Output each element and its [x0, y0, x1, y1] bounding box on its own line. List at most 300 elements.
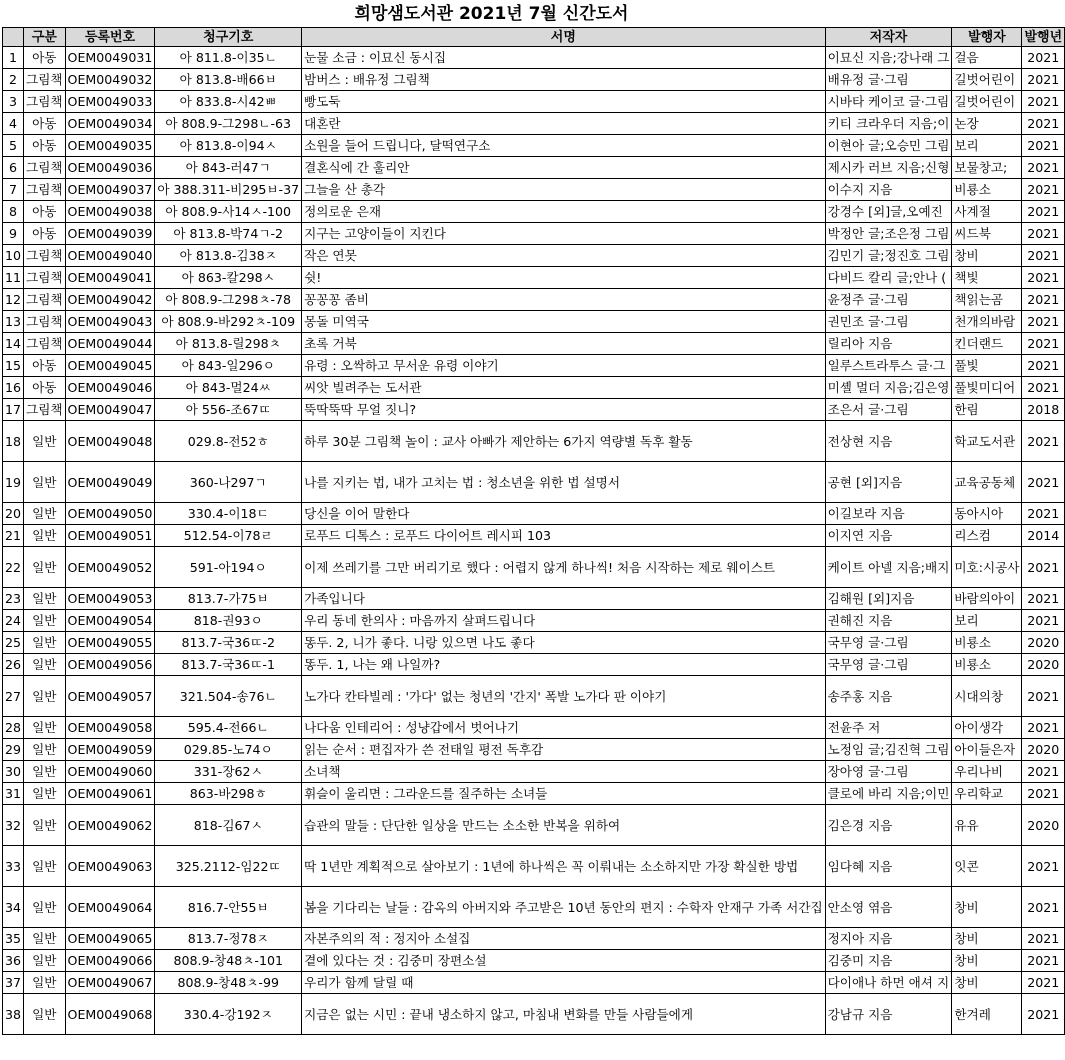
cell-category[interactable]: 그림책 [24, 69, 66, 91]
cell-author[interactable]: 김은경 지음 [825, 805, 952, 846]
cell-registration-number[interactable]: OEM0049041 [65, 267, 155, 289]
cell-category[interactable]: 아동 [24, 201, 66, 223]
cell-title[interactable]: 쉿! [302, 267, 826, 289]
cell-no[interactable]: 22 [3, 547, 24, 588]
cell-no[interactable]: 36 [3, 950, 24, 972]
cell-author[interactable]: 공현 [외]지음 [825, 462, 952, 503]
header-author[interactable]: 저작자 [825, 28, 952, 47]
cell-publisher[interactable]: 한겨레 [952, 994, 1022, 1035]
header-year[interactable]: 발행년 [1022, 28, 1065, 47]
cell-title[interactable]: 자본주의의 적 : 정지아 소설집 [302, 928, 826, 950]
cell-year[interactable]: 2021 [1022, 47, 1065, 69]
cell-no[interactable]: 13 [3, 311, 24, 333]
cell-call-number[interactable]: 330.4-강192ㅈ [155, 994, 302, 1035]
cell-author[interactable]: 전상현 지음 [825, 421, 952, 462]
cell-publisher[interactable]: 풀빛 [952, 355, 1022, 377]
cell-category[interactable]: 아동 [24, 377, 66, 399]
cell-publisher[interactable]: 학교도서관 [952, 421, 1022, 462]
cell-registration-number[interactable]: OEM0049035 [65, 135, 155, 157]
header-category[interactable]: 구분 [24, 28, 66, 47]
cell-title[interactable]: 초록 거북 [302, 333, 826, 355]
cell-year[interactable]: 2021 [1022, 113, 1065, 135]
cell-year[interactable]: 2021 [1022, 179, 1065, 201]
cell-year[interactable]: 2018 [1022, 399, 1065, 421]
cell-registration-number[interactable]: OEM0049040 [65, 245, 155, 267]
cell-no[interactable]: 32 [3, 805, 24, 846]
cell-year[interactable]: 2021 [1022, 355, 1065, 377]
cell-author[interactable]: 국무영 글·그림 [825, 632, 952, 654]
cell-category[interactable]: 일반 [24, 972, 66, 994]
cell-call-number[interactable]: 029.85-노74ㅇ [155, 739, 302, 761]
cell-publisher[interactable]: 책빛 [952, 267, 1022, 289]
cell-year[interactable]: 2021 [1022, 311, 1065, 333]
cell-author[interactable]: 박정안 글;조은정 그림 [825, 223, 952, 245]
cell-author[interactable]: 이지연 지음 [825, 525, 952, 547]
cell-no[interactable]: 34 [3, 887, 24, 928]
cell-author[interactable]: 임다혜 지음 [825, 846, 952, 887]
cell-registration-number[interactable]: OEM0049053 [65, 588, 155, 610]
cell-registration-number[interactable]: OEM0049031 [65, 47, 155, 69]
cell-title[interactable]: 똥두. 2, 니가 좋다. 니랑 있으면 나도 좋다 [302, 632, 826, 654]
cell-registration-number[interactable]: OEM0049068 [65, 994, 155, 1035]
cell-author[interactable]: 일루스트라투스 글·그 [825, 355, 952, 377]
cell-category[interactable]: 일반 [24, 676, 66, 717]
cell-call-number[interactable]: 325.2112-임22ㄸ [155, 846, 302, 887]
cell-title[interactable]: 밤버스 : 배유정 그림책 [302, 69, 826, 91]
cell-call-number[interactable]: 아 843-멀24ㅆ [155, 377, 302, 399]
cell-author[interactable]: 김민기 글;정진호 그림 [825, 245, 952, 267]
cell-year[interactable]: 2021 [1022, 267, 1065, 289]
cell-year[interactable]: 2021 [1022, 462, 1065, 503]
cell-call-number[interactable]: 818-권93ㅇ [155, 610, 302, 632]
cell-title[interactable]: 우리 동네 한의사 : 마음까지 살펴드립니다 [302, 610, 826, 632]
cell-no[interactable]: 17 [3, 399, 24, 421]
cell-title[interactable]: 유령 : 오싹하고 무서운 유령 이야기 [302, 355, 826, 377]
cell-author[interactable]: 국무영 글·그림 [825, 654, 952, 676]
cell-publisher[interactable]: 비룡소 [952, 632, 1022, 654]
cell-call-number[interactable]: 아 813.8-릴298ㅊ [155, 333, 302, 355]
cell-author[interactable]: 클로에 바리 지음;이민 [825, 783, 952, 805]
cell-call-number[interactable]: 아 388.311-비295ㅂ-37 [155, 179, 302, 201]
cell-call-number[interactable]: 808.9-창48ㅊ-101 [155, 950, 302, 972]
cell-category[interactable]: 일반 [24, 717, 66, 739]
cell-title[interactable]: 이제 쓰레기를 그만 버리기로 했다 : 어렵지 않게 하나씩! 처음 시작하는 제로 웨이스트 [302, 547, 826, 588]
cell-author[interactable]: 제시카 러브 지음;신형 [825, 157, 952, 179]
cell-category[interactable]: 일반 [24, 462, 66, 503]
cell-category[interactable]: 그림책 [24, 245, 66, 267]
cell-author[interactable]: 장아영 글·그림 [825, 761, 952, 783]
cell-registration-number[interactable]: OEM0049057 [65, 676, 155, 717]
cell-call-number[interactable]: 아 808.9-바292ㅊ-109 [155, 311, 302, 333]
cell-title[interactable]: 가족입니다 [302, 588, 826, 610]
cell-no[interactable]: 2 [3, 69, 24, 91]
cell-registration-number[interactable]: OEM0049039 [65, 223, 155, 245]
header-no[interactable] [3, 28, 24, 47]
cell-year[interactable]: 2020 [1022, 654, 1065, 676]
cell-year[interactable]: 2021 [1022, 846, 1065, 887]
cell-no[interactable]: 31 [3, 783, 24, 805]
cell-no[interactable]: 6 [3, 157, 24, 179]
cell-call-number[interactable]: 029.8-전52ㅎ [155, 421, 302, 462]
cell-category[interactable]: 일반 [24, 632, 66, 654]
cell-publisher[interactable]: 동아시아 [952, 503, 1022, 525]
cell-author[interactable]: 김해원 [외]지음 [825, 588, 952, 610]
cell-author[interactable]: 이길보라 지음 [825, 503, 952, 525]
cell-registration-number[interactable]: OEM0049047 [65, 399, 155, 421]
cell-category[interactable]: 아동 [24, 355, 66, 377]
cell-call-number[interactable]: 813.7-국36ㄸ-2 [155, 632, 302, 654]
cell-publisher[interactable]: 바람의아이 [952, 588, 1022, 610]
cell-year[interactable]: 2014 [1022, 525, 1065, 547]
cell-call-number[interactable]: 863-바298ㅎ [155, 783, 302, 805]
cell-publisher[interactable]: 길벗어린이 [952, 69, 1022, 91]
cell-author[interactable]: 배유정 글·그림 [825, 69, 952, 91]
cell-publisher[interactable]: 비룡소 [952, 179, 1022, 201]
cell-year[interactable]: 2021 [1022, 761, 1065, 783]
cell-author[interactable]: 권해진 지음 [825, 610, 952, 632]
cell-publisher[interactable]: 보리 [952, 610, 1022, 632]
cell-title[interactable]: 빵도둑 [302, 91, 826, 113]
cell-author[interactable]: 이현아 글;오승민 그림 [825, 135, 952, 157]
cell-category[interactable]: 일반 [24, 783, 66, 805]
cell-title[interactable]: 대혼란 [302, 113, 826, 135]
cell-no[interactable]: 30 [3, 761, 24, 783]
cell-publisher[interactable]: 리스컴 [952, 525, 1022, 547]
cell-registration-number[interactable]: OEM0049042 [65, 289, 155, 311]
cell-no[interactable]: 29 [3, 739, 24, 761]
cell-no[interactable]: 37 [3, 972, 24, 994]
cell-call-number[interactable]: 808.9-창48ㅊ-99 [155, 972, 302, 994]
cell-registration-number[interactable]: OEM0049052 [65, 547, 155, 588]
cell-call-number[interactable]: 아 843-러47ㄱ [155, 157, 302, 179]
cell-category[interactable]: 그림책 [24, 179, 66, 201]
cell-category[interactable]: 일반 [24, 928, 66, 950]
cell-call-number[interactable]: 818-김67ㅅ [155, 805, 302, 846]
cell-title[interactable]: 하루 30분 그림책 놀이 : 교사 아빠가 제안하는 6가지 역량별 독후 활동 [302, 421, 826, 462]
cell-publisher[interactable]: 우리학교 [952, 783, 1022, 805]
cell-title[interactable]: 봄을 기다리는 날들 : 감옥의 아버지와 주고받은 10년 동안의 편지 : 수학자 안재구 가족 서간집 [302, 887, 826, 928]
cell-title[interactable]: 뚝딱뚝딱 무얼 짓니? [302, 399, 826, 421]
cell-publisher[interactable]: 시대의창 [952, 676, 1022, 717]
cell-registration-number[interactable]: OEM0049061 [65, 783, 155, 805]
cell-year[interactable]: 2021 [1022, 69, 1065, 91]
cell-registration-number[interactable]: OEM0049067 [65, 972, 155, 994]
cell-registration-number[interactable]: OEM0049058 [65, 717, 155, 739]
header-registration-number[interactable]: 등록번호 [65, 28, 155, 47]
cell-publisher[interactable]: 창비 [952, 950, 1022, 972]
cell-call-number[interactable]: 813.7-가75ㅂ [155, 588, 302, 610]
cell-call-number[interactable]: 아 808.9-사14ㅅ-100 [155, 201, 302, 223]
cell-publisher[interactable]: 킨더랜드 [952, 333, 1022, 355]
cell-author[interactable]: 미셸 멀더 지음;김은영 [825, 377, 952, 399]
cell-category[interactable]: 일반 [24, 525, 66, 547]
cell-category[interactable]: 그림책 [24, 289, 66, 311]
cell-registration-number[interactable]: OEM0049055 [65, 632, 155, 654]
cell-author[interactable]: 김중미 지음 [825, 950, 952, 972]
cell-call-number[interactable]: 816.7-안55ㅂ [155, 887, 302, 928]
cell-publisher[interactable]: 미호:시공사 [952, 547, 1022, 588]
cell-category[interactable]: 그림책 [24, 311, 66, 333]
cell-title[interactable]: 소원을 들어 드립니다, 달떡연구소 [302, 135, 826, 157]
cell-no[interactable]: 27 [3, 676, 24, 717]
cell-no[interactable]: 33 [3, 846, 24, 887]
cell-registration-number[interactable]: OEM0049045 [65, 355, 155, 377]
cell-no[interactable]: 28 [3, 717, 24, 739]
cell-call-number[interactable]: 아 556-조67ㄸ [155, 399, 302, 421]
cell-registration-number[interactable]: OEM0049066 [65, 950, 155, 972]
cell-call-number[interactable]: 아 808.9-그298ㄴ-63 [155, 113, 302, 135]
cell-no[interactable]: 25 [3, 632, 24, 654]
cell-author[interactable]: 정지아 지음 [825, 928, 952, 950]
cell-registration-number[interactable]: OEM0049049 [65, 462, 155, 503]
cell-author[interactable]: 조은서 글·그림 [825, 399, 952, 421]
cell-title[interactable]: 지구는 고양이들이 지킨다 [302, 223, 826, 245]
cell-publisher[interactable]: 아이생각 [952, 717, 1022, 739]
cell-no[interactable]: 18 [3, 421, 24, 462]
cell-publisher[interactable]: 교육공동체 [952, 462, 1022, 503]
cell-author[interactable]: 키티 크라우더 지음;이 [825, 113, 952, 135]
cell-title[interactable]: 읽는 순서 : 편집자가 쓴 전태일 평전 독후감 [302, 739, 826, 761]
cell-call-number[interactable]: 330.4-이18ㄷ [155, 503, 302, 525]
cell-call-number[interactable]: 아 813.8-이94ㅅ [155, 135, 302, 157]
cell-registration-number[interactable]: OEM0049051 [65, 525, 155, 547]
cell-title[interactable]: 우리가 함께 달릴 때 [302, 972, 826, 994]
cell-call-number[interactable]: 아 863-칼298ㅅ [155, 267, 302, 289]
cell-publisher[interactable]: 아이들은자 [952, 739, 1022, 761]
cell-category[interactable]: 그림책 [24, 399, 66, 421]
cell-publisher[interactable]: 천개의바람 [952, 311, 1022, 333]
cell-title[interactable]: 작은 연못 [302, 245, 826, 267]
cell-registration-number[interactable]: OEM0049064 [65, 887, 155, 928]
cell-publisher[interactable]: 창비 [952, 928, 1022, 950]
cell-title[interactable]: 결혼식에 간 훌리안 [302, 157, 826, 179]
cell-registration-number[interactable]: OEM0049062 [65, 805, 155, 846]
cell-year[interactable]: 2021 [1022, 783, 1065, 805]
cell-category[interactable]: 아동 [24, 223, 66, 245]
cell-title[interactable]: 노가다 칸타빌레 : '가다' 없는 청년의 '간지' 폭발 노가다 판 이야기 [302, 676, 826, 717]
cell-title[interactable]: 습관의 말들 : 단단한 일상을 만드는 소소한 반복을 위하여 [302, 805, 826, 846]
cell-publisher[interactable]: 비룡소 [952, 654, 1022, 676]
cell-registration-number[interactable]: OEM0049059 [65, 739, 155, 761]
cell-registration-number[interactable]: OEM0049048 [65, 421, 155, 462]
cell-author[interactable]: 다비드 칼리 글;안나 ( [825, 267, 952, 289]
cell-category[interactable]: 아동 [24, 113, 66, 135]
cell-year[interactable]: 2021 [1022, 717, 1065, 739]
cell-publisher[interactable]: 보리 [952, 135, 1022, 157]
cell-no[interactable]: 26 [3, 654, 24, 676]
cell-year[interactable]: 2021 [1022, 201, 1065, 223]
cell-call-number[interactable]: 813.7-정78ㅈ [155, 928, 302, 950]
cell-author[interactable]: 노정임 글;김진혁 그림 [825, 739, 952, 761]
cell-title[interactable]: 정의로운 은재 [302, 201, 826, 223]
cell-author[interactable]: 안소영 엮음 [825, 887, 952, 928]
cell-year[interactable]: 2021 [1022, 928, 1065, 950]
cell-year[interactable]: 2021 [1022, 377, 1065, 399]
cell-registration-number[interactable]: OEM0049033 [65, 91, 155, 113]
cell-title[interactable]: 소녀책 [302, 761, 826, 783]
cell-publisher[interactable]: 창비 [952, 972, 1022, 994]
cell-author[interactable]: 강경수 [외]글,오예진 [825, 201, 952, 223]
cell-author[interactable]: 케이트 아넬 지음;배지 [825, 547, 952, 588]
cell-author[interactable]: 다이애나 하먼 애셔 지 [825, 972, 952, 994]
header-publisher[interactable]: 발행자 [952, 28, 1022, 47]
cell-author[interactable]: 시바타 케이코 글·그림 [825, 91, 952, 113]
cell-year[interactable]: 2021 [1022, 503, 1065, 525]
cell-year[interactable]: 2021 [1022, 610, 1065, 632]
cell-year[interactable]: 2021 [1022, 950, 1065, 972]
cell-title[interactable]: 당신을 이어 말한다 [302, 503, 826, 525]
cell-category[interactable]: 일반 [24, 846, 66, 887]
cell-call-number[interactable]: 813.7-국36ㄸ-1 [155, 654, 302, 676]
cell-author[interactable]: 전윤주 저 [825, 717, 952, 739]
cell-category[interactable]: 일반 [24, 421, 66, 462]
cell-category[interactable]: 그림책 [24, 333, 66, 355]
cell-year[interactable]: 2021 [1022, 135, 1065, 157]
cell-author[interactable]: 릴리아 지음 [825, 333, 952, 355]
cell-category[interactable]: 일반 [24, 588, 66, 610]
cell-call-number[interactable]: 아 813.8-김38ㅈ [155, 245, 302, 267]
cell-publisher[interactable]: 창비 [952, 887, 1022, 928]
cell-call-number[interactable]: 아 811.8-이35ㄴ [155, 47, 302, 69]
cell-title[interactable]: 로푸드 디톡스 : 로푸드 다이어트 레시피 103 [302, 525, 826, 547]
cell-category[interactable]: 아동 [24, 47, 66, 69]
cell-no[interactable]: 3 [3, 91, 24, 113]
cell-publisher[interactable]: 논장 [952, 113, 1022, 135]
cell-no[interactable]: 8 [3, 201, 24, 223]
cell-title[interactable]: 그늘을 산 총각 [302, 179, 826, 201]
cell-title[interactable]: 지금은 없는 시민 : 끝내 냉소하지 않고, 마침내 변화를 만들 사람들에게 [302, 994, 826, 1035]
cell-publisher[interactable]: 잇콘 [952, 846, 1022, 887]
cell-registration-number[interactable]: OEM0049060 [65, 761, 155, 783]
cell-registration-number[interactable]: OEM0049037 [65, 179, 155, 201]
cell-no[interactable]: 9 [3, 223, 24, 245]
cell-year[interactable]: 2020 [1022, 632, 1065, 654]
cell-no[interactable]: 16 [3, 377, 24, 399]
cell-year[interactable]: 2021 [1022, 421, 1065, 462]
cell-call-number[interactable]: 360-나297ㄱ [155, 462, 302, 503]
cell-year[interactable]: 2021 [1022, 994, 1065, 1035]
header-title[interactable]: 서명 [302, 28, 826, 47]
cell-year[interactable]: 2021 [1022, 245, 1065, 267]
cell-category[interactable]: 일반 [24, 887, 66, 928]
cell-registration-number[interactable]: OEM0049056 [65, 654, 155, 676]
cell-registration-number[interactable]: OEM0049043 [65, 311, 155, 333]
cell-author[interactable]: 이수지 지음 [825, 179, 952, 201]
cell-category[interactable]: 그림책 [24, 91, 66, 113]
cell-no[interactable]: 4 [3, 113, 24, 135]
cell-year[interactable]: 2021 [1022, 333, 1065, 355]
cell-call-number[interactable]: 아 833.8-시42ㅃ [155, 91, 302, 113]
cell-year[interactable]: 2021 [1022, 887, 1065, 928]
cell-title[interactable]: 꽁꽁꽁 좀비 [302, 289, 826, 311]
cell-author[interactable]: 권민조 글·그림 [825, 311, 952, 333]
cell-author[interactable]: 이묘신 지음;강나래 그 [825, 47, 952, 69]
cell-call-number[interactable]: 아 843-일296ㅇ [155, 355, 302, 377]
cell-call-number[interactable]: 아 813.8-박74ㄱ-2 [155, 223, 302, 245]
cell-call-number[interactable]: 591-아194ㅇ [155, 547, 302, 588]
cell-call-number[interactable]: 512.54-이78ㄹ [155, 525, 302, 547]
cell-no[interactable]: 15 [3, 355, 24, 377]
cell-publisher[interactable]: 풀빛미디어 [952, 377, 1022, 399]
cell-no[interactable]: 5 [3, 135, 24, 157]
cell-no[interactable]: 38 [3, 994, 24, 1035]
cell-no[interactable]: 21 [3, 525, 24, 547]
cell-year[interactable]: 2020 [1022, 739, 1065, 761]
cell-category[interactable]: 일반 [24, 654, 66, 676]
cell-no[interactable]: 35 [3, 928, 24, 950]
cell-no[interactable]: 24 [3, 610, 24, 632]
cell-year[interactable]: 2021 [1022, 223, 1065, 245]
cell-call-number[interactable]: 아 813.8-배66ㅂ [155, 69, 302, 91]
cell-publisher[interactable]: 길벗어린이 [952, 91, 1022, 113]
cell-publisher[interactable]: 유유 [952, 805, 1022, 846]
cell-year[interactable]: 2021 [1022, 676, 1065, 717]
cell-title[interactable]: 딱 1년만 계획적으로 살아보기 : 1년에 하나씩은 꼭 이뤄내는 소소하지만 가장 확실한 방법 [302, 846, 826, 887]
cell-year[interactable]: 2021 [1022, 157, 1065, 179]
cell-year[interactable]: 2021 [1022, 972, 1065, 994]
cell-title[interactable]: 씨앗 빌려주는 도서관 [302, 377, 826, 399]
cell-category[interactable]: 일반 [24, 994, 66, 1035]
cell-no[interactable]: 23 [3, 588, 24, 610]
cell-call-number[interactable]: 595.4-전66ㄴ [155, 717, 302, 739]
cell-no[interactable]: 10 [3, 245, 24, 267]
cell-year[interactable]: 2021 [1022, 289, 1065, 311]
cell-registration-number[interactable]: OEM0049044 [65, 333, 155, 355]
cell-publisher[interactable]: 우리나비 [952, 761, 1022, 783]
cell-year[interactable]: 2021 [1022, 588, 1065, 610]
cell-call-number[interactable]: 331-장62ㅅ [155, 761, 302, 783]
cell-title[interactable]: 휘슬이 울리면 : 그라운드를 질주하는 소녀들 [302, 783, 826, 805]
cell-registration-number[interactable]: OEM0049063 [65, 846, 155, 887]
cell-category[interactable]: 일반 [24, 503, 66, 525]
cell-registration-number[interactable]: OEM0049032 [65, 69, 155, 91]
cell-title[interactable]: 똥두. 1, 나는 왜 나일까? [302, 654, 826, 676]
cell-registration-number[interactable]: OEM0049050 [65, 503, 155, 525]
cell-registration-number[interactable]: OEM0049054 [65, 610, 155, 632]
cell-publisher[interactable]: 씨드북 [952, 223, 1022, 245]
cell-no[interactable]: 19 [3, 462, 24, 503]
cell-no[interactable]: 14 [3, 333, 24, 355]
cell-registration-number[interactable]: OEM0049036 [65, 157, 155, 179]
cell-category[interactable]: 그림책 [24, 157, 66, 179]
cell-publisher[interactable]: 창비 [952, 245, 1022, 267]
cell-title[interactable]: 나를 지키는 법, 내가 고치는 법 : 청소년을 위한 법 설명서 [302, 462, 826, 503]
cell-author[interactable]: 윤정주 글·그림 [825, 289, 952, 311]
cell-publisher[interactable]: 걸음 [952, 47, 1022, 69]
cell-category[interactable]: 일반 [24, 610, 66, 632]
cell-year[interactable]: 2021 [1022, 91, 1065, 113]
cell-category[interactable]: 일반 [24, 805, 66, 846]
cell-call-number[interactable]: 321.504-송76ㄴ [155, 676, 302, 717]
cell-title[interactable]: 몽돌 미역국 [302, 311, 826, 333]
cell-publisher[interactable]: 보물창고; [952, 157, 1022, 179]
cell-no[interactable]: 20 [3, 503, 24, 525]
cell-no[interactable]: 7 [3, 179, 24, 201]
cell-no[interactable]: 1 [3, 47, 24, 69]
cell-category[interactable]: 일반 [24, 761, 66, 783]
cell-author[interactable]: 강남규 지음 [825, 994, 952, 1035]
cell-registration-number[interactable]: OEM0049046 [65, 377, 155, 399]
cell-category[interactable]: 일반 [24, 547, 66, 588]
cell-category[interactable]: 일반 [24, 950, 66, 972]
cell-call-number[interactable]: 아 808.9-그298ㅊ-78 [155, 289, 302, 311]
cell-title[interactable]: 곁에 있다는 것 : 김중미 장편소설 [302, 950, 826, 972]
header-call-number[interactable]: 청구기호 [155, 28, 302, 47]
cell-publisher[interactable]: 사계절 [952, 201, 1022, 223]
cell-category[interactable]: 일반 [24, 739, 66, 761]
cell-category[interactable]: 아동 [24, 135, 66, 157]
cell-no[interactable]: 12 [3, 289, 24, 311]
